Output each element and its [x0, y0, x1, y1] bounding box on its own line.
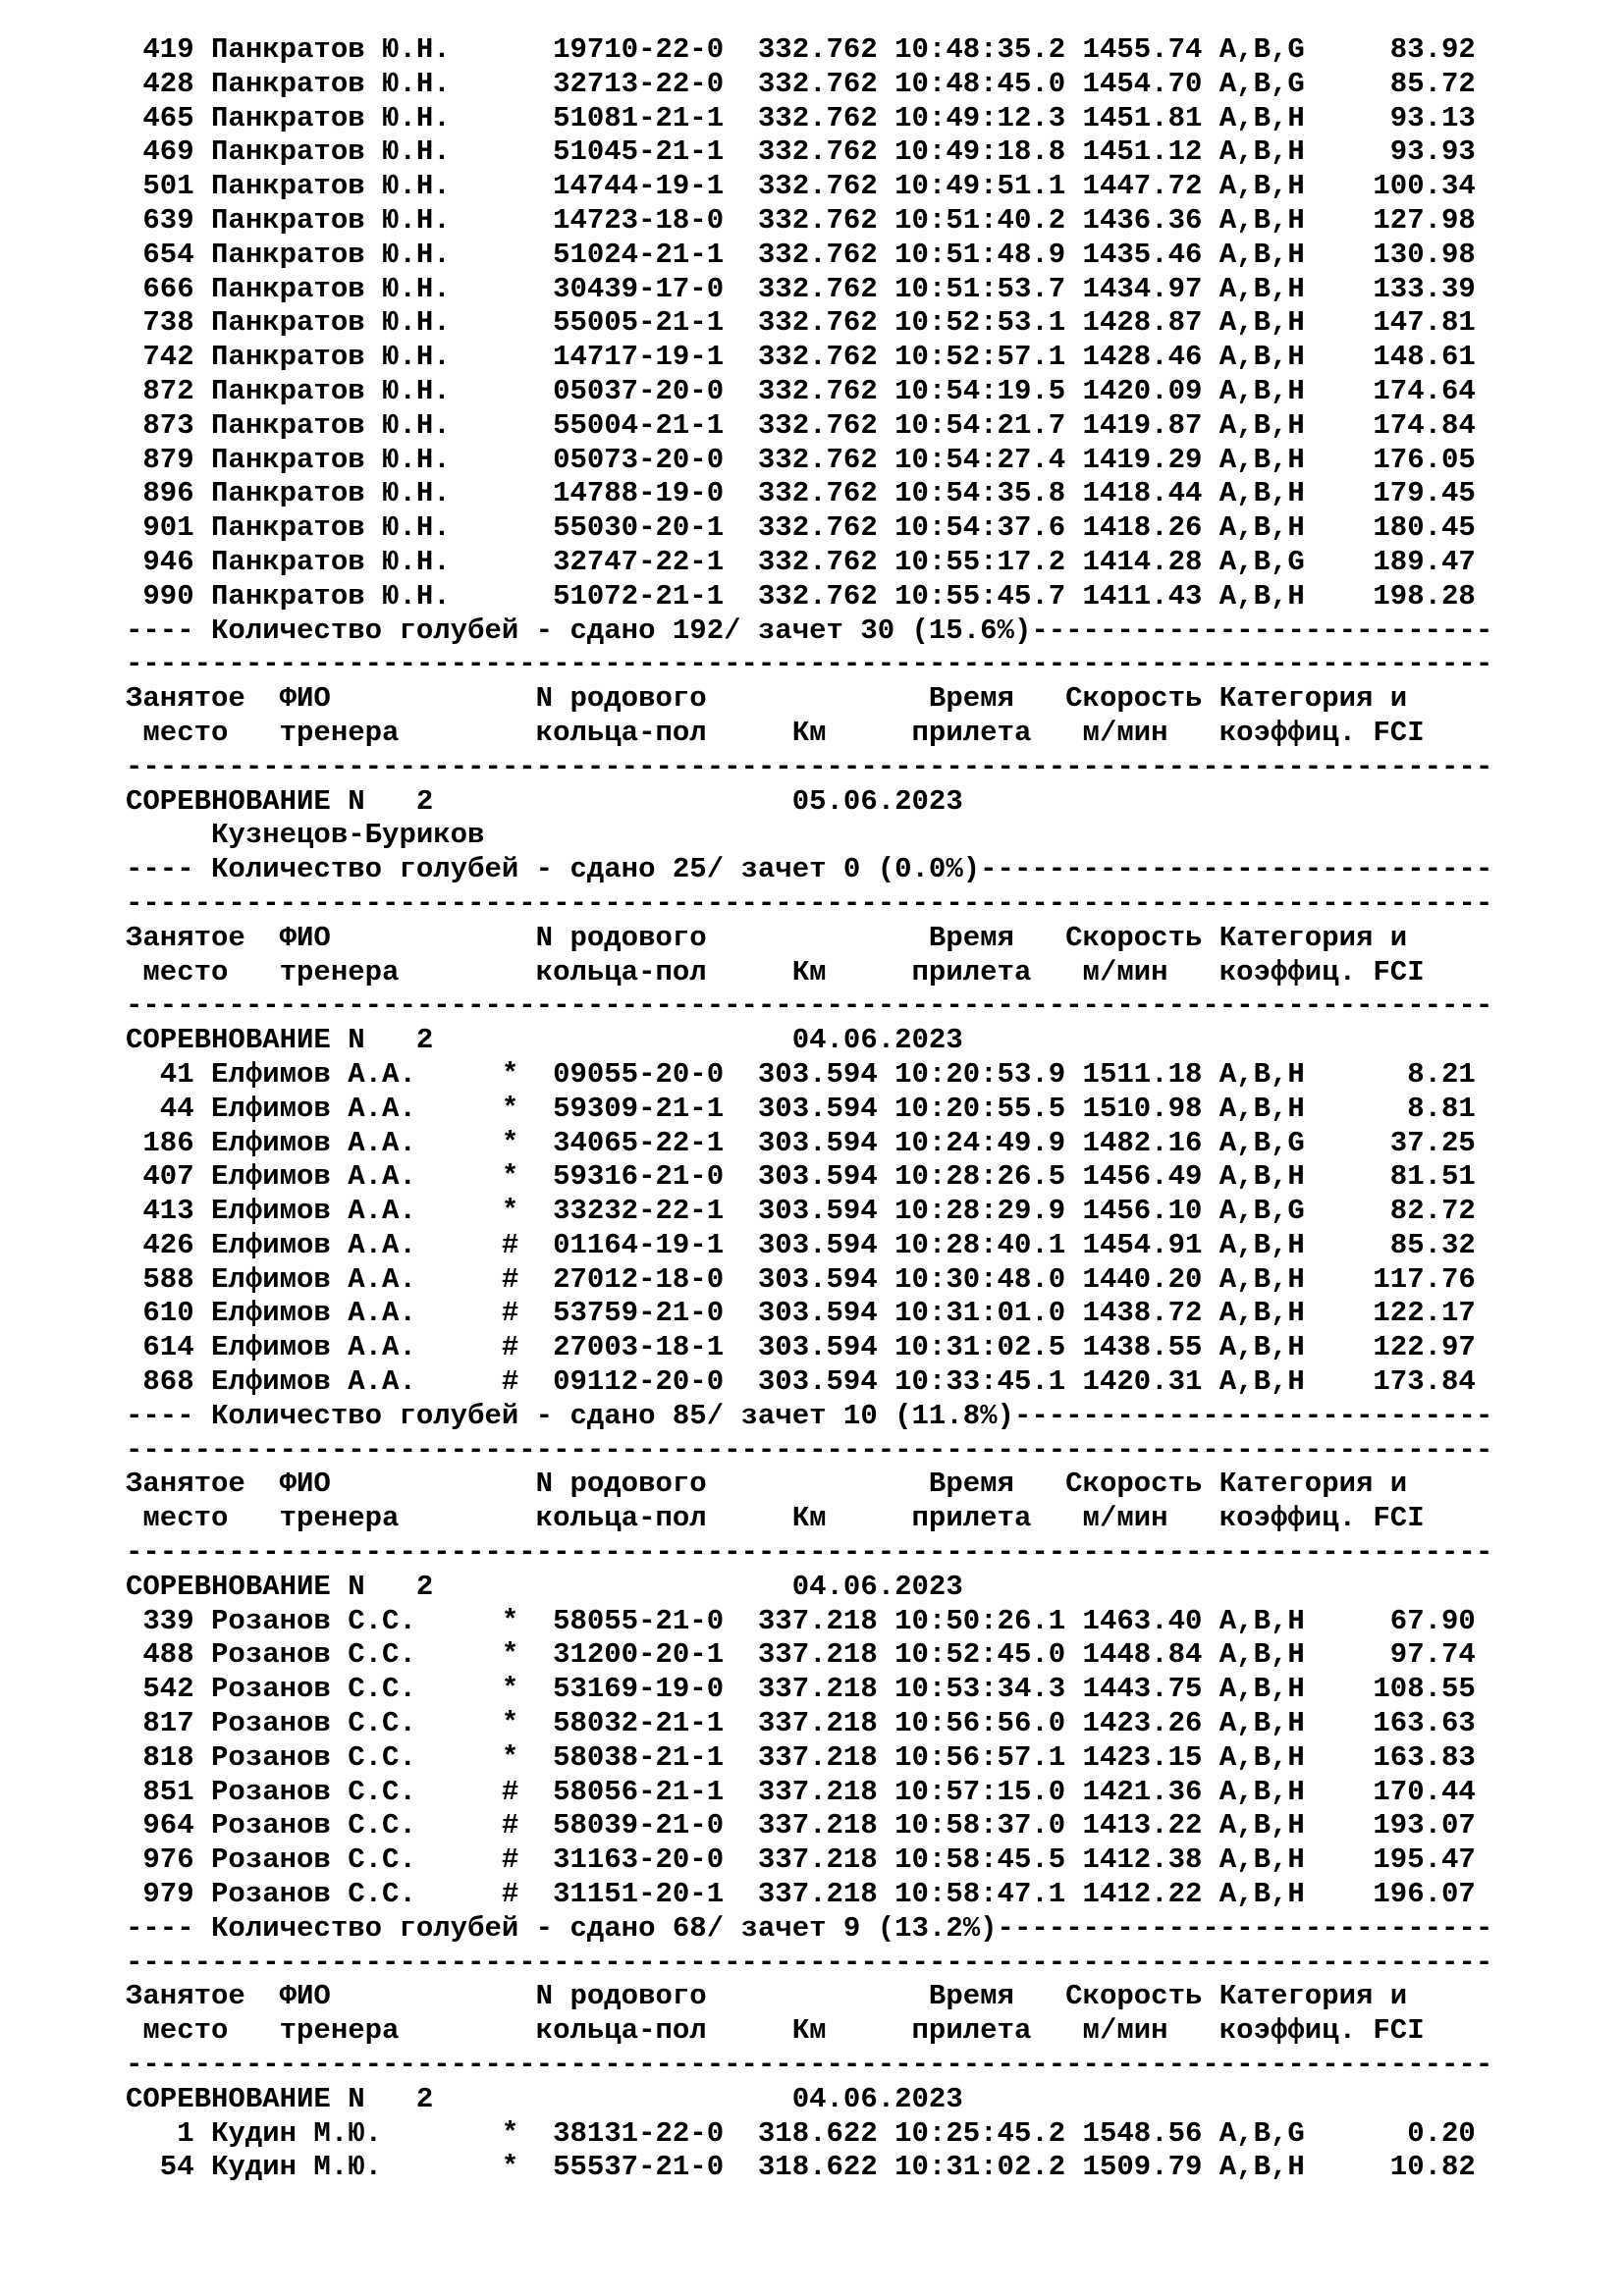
column-header-row-1: Занятое ФИО N родового Время Скорость Категория и — [126, 1468, 1408, 1501]
column-header-row-1: Занятое ФИО N родового Время Скорость Категория и — [126, 1980, 1408, 2013]
result-row: 413 Елфимов А.А. * 33232-22-1 303.594 10:28:29.9 1456.10 A,B,G 82.72 — [126, 1195, 1476, 1228]
summary-line: ---- Количество голубей - сдано 68/ зачет 9 (13.2%)----------------------------- — [126, 1911, 1493, 1945]
result-row: 738 Панкратов Ю.Н. 55005-21-1 332.762 10:52:53.1 1428.87 A,B,H 147.81 — [126, 306, 1476, 340]
result-row: 186 Елфимов А.А. * 34065-22-1 303.594 10:24:49.9 1482.16 A,B,G 37.25 — [126, 1126, 1476, 1159]
result-row: 1 Кудин М.Ю. * 38131-22-0 318.622 10:25:45.2 1548.56 A,B,G 0.20 — [126, 2116, 1476, 2150]
result-row: 964 Розанов С.С. # 58039-21-0 337.218 10:58:37.0 1413.22 A,B,H 193.07 — [126, 1809, 1476, 1842]
result-row: 501 Панкратов Ю.Н. 14744-19-1 332.762 10:49:51.1 1447.72 A,B,H 100.34 — [126, 170, 1476, 203]
result-row: 654 Панкратов Ю.Н. 51024-21-1 332.762 10:51:48.9 1435.46 A,B,H 130.98 — [126, 238, 1476, 271]
summary-line: ---- Количество голубей - сдано 25/ зачет 0 (0.0%)------------------------------ — [126, 853, 1493, 886]
result-row: 542 Розанов С.С. * 53169-19-0 337.218 10:53:34.3 1443.75 A,B,H 108.55 — [126, 1673, 1476, 1706]
result-row: 851 Розанов С.С. # 58056-21-1 337.218 10:57:15.0 1421.36 A,B,H 170.44 — [126, 1775, 1476, 1808]
summary-line: ---- Количество голубей - сдано 85/ зачет 10 (11.8%)---------------------------- — [126, 1399, 1493, 1432]
result-row: 817 Розанов С.С. * 58032-21-1 337.218 10:56:56.0 1423.26 A,B,H 163.63 — [126, 1707, 1476, 1740]
result-row: 610 Елфимов А.А. # 53759-21-0 303.594 10:31:01.0 1438.72 A,B,H 122.17 — [126, 1297, 1476, 1330]
result-row: 44 Елфимов А.А. * 59309-21-1 303.594 10:20:55.5 1510.98 A,B,H 8.81 — [126, 1092, 1476, 1125]
divider-line: -------------------------------------------------------------------------------- — [126, 886, 1493, 920]
column-header-row-2: место тренера кольца-пол Км прилета м/мин коэффиц. FCI — [126, 955, 1425, 988]
result-row: 428 Панкратов Ю.Н. 32713-22-0 332.762 10:48:45.0 1454.70 A,B,G 85.72 — [126, 67, 1476, 100]
result-row: 979 Розанов С.С. # 31151-20-1 337.218 10:58:47.1 1412.22 A,B,H 196.07 — [126, 1878, 1476, 1911]
divider-line: -------------------------------------------------------------------------------- — [126, 989, 1493, 1023]
result-row: 990 Панкратов Ю.Н. 51072-21-1 332.762 10:55:45.7 1411.43 A,B,H 198.28 — [126, 579, 1476, 613]
results-document — [126, 33, 1598, 2185]
result-row: 469 Панкратов Ю.Н. 51045-21-1 332.762 10:49:18.8 1451.12 A,B,H 93.93 — [126, 135, 1476, 169]
divider-line: -------------------------------------------------------------------------------- — [126, 750, 1493, 783]
column-header-row-2: место тренера кольца-пол Км прилета м/мин коэффиц. FCI — [126, 716, 1425, 749]
result-row: 419 Панкратов Ю.Н. 19710-22-0 332.762 10:48:35.2 1455.74 A,B,G 83.92 — [126, 33, 1476, 66]
column-header-row-1: Занятое ФИО N родового Время Скорость Категория и — [126, 682, 1408, 716]
column-header-row-1: Занятое ФИО N родового Время Скорость Категория и — [126, 921, 1408, 954]
competition-header: СОРЕВНОВАНИЕ N 2 04.06.2023 — [126, 1570, 963, 1603]
result-row: 639 Панкратов Ю.Н. 14723-18-0 332.762 10:51:40.2 1436.36 A,B,H 127.98 — [126, 203, 1476, 237]
competition-header: СОРЕВНОВАНИЕ N 2 04.06.2023 — [126, 1024, 963, 1057]
result-row: 465 Панкратов Ю.Н. 51081-21-1 332.762 10:49:12.3 1451.81 A,B,H 93.13 — [126, 101, 1476, 134]
result-row: 54 Кудин М.Ю. * 55537-21-0 318.622 10:31:02.2 1509.79 A,B,H 10.82 — [126, 2151, 1476, 2184]
result-row: 818 Розанов С.С. * 58038-21-1 337.218 10:56:57.1 1423.15 A,B,H 163.83 — [126, 1740, 1476, 1774]
result-row: 896 Панкратов Ю.Н. 14788-19-0 332.762 10:54:35.8 1418.44 A,B,H 179.45 — [126, 477, 1476, 510]
divider-line: -------------------------------------------------------------------------------- — [126, 1946, 1493, 1979]
result-row: 488 Розанов С.С. * 31200-20-1 337.218 10:52:45.0 1448.84 A,B,H 97.74 — [126, 1638, 1476, 1672]
competition-header: СОРЕВНОВАНИЕ N 2 04.06.2023 — [126, 2082, 963, 2115]
result-row: 426 Елфимов А.А. # 01164-19-1 303.594 10:28:40.1 1454.91 A,B,H 85.32 — [126, 1228, 1476, 1261]
team-name: Кузнецов-Буриков — [126, 819, 485, 852]
result-row: 873 Панкратов Ю.Н. 55004-21-1 332.762 10:54:21.7 1419.87 A,B,H 174.84 — [126, 408, 1476, 442]
divider-line: -------------------------------------------------------------------------------- — [126, 648, 1493, 681]
divider-line: -------------------------------------------------------------------------------- — [126, 1433, 1493, 1467]
result-row: 868 Елфимов А.А. # 09112-20-0 303.594 10:33:45.1 1420.31 A,B,H 173.84 — [126, 1365, 1476, 1399]
result-row: 41 Елфимов А.А. * 09055-20-0 303.594 10:20:53.9 1511.18 A,B,H 8.21 — [126, 1057, 1476, 1091]
result-row: 588 Елфимов А.А. # 27012-18-0 303.594 10:30:48.0 1440.20 A,B,H 117.76 — [126, 1262, 1476, 1296]
column-header-row-2: место тренера кольца-пол Км прилета м/мин коэффиц. FCI — [126, 1502, 1425, 1535]
result-row: 339 Розанов С.С. * 58055-21-0 337.218 10:50:26.1 1463.40 A,B,H 67.90 — [126, 1604, 1476, 1637]
result-row: 742 Панкратов Ю.Н. 14717-19-1 332.762 10:52:57.1 1428.46 A,B,H 148.61 — [126, 341, 1476, 374]
result-row: 614 Елфимов А.А. # 27003-18-1 303.594 10:31:02.5 1438.55 A,B,H 122.97 — [126, 1331, 1476, 1364]
competition-header: СОРЕВНОВАНИЕ N 2 05.06.2023 — [126, 784, 963, 818]
result-row: 872 Панкратов Ю.Н. 05037-20-0 332.762 10:54:19.5 1420.09 A,B,H 174.64 — [126, 374, 1476, 407]
result-row: 901 Панкратов Ю.Н. 55030-20-1 332.762 10:54:37.6 1418.26 A,B,H 180.45 — [126, 511, 1476, 545]
result-row: 879 Панкратов Ю.Н. 05073-20-0 332.762 10:54:27.4 1419.29 A,B,H 176.05 — [126, 443, 1476, 476]
divider-line: -------------------------------------------------------------------------------- — [126, 1536, 1493, 1570]
result-row: 946 Панкратов Ю.Н. 32747-22-1 332.762 10:55:17.2 1414.28 A,B,G 189.47 — [126, 545, 1476, 578]
divider-line: -------------------------------------------------------------------------------- — [126, 2049, 1493, 2082]
summary-line: ---- Количество голубей - сдано 192/ зачет 30 (15.6%)--------------------------- — [126, 614, 1493, 647]
column-header-row-2: место тренера кольца-пол Км прилета м/мин коэффиц. FCI — [126, 2014, 1425, 2048]
result-row: 976 Розанов С.С. # 31163-20-0 337.218 10:58:45.5 1412.38 A,B,H 195.47 — [126, 1843, 1476, 1877]
result-row: 666 Панкратов Ю.Н. 30439-17-0 332.762 10:51:53.7 1434.97 A,B,H 133.39 — [126, 272, 1476, 305]
result-row: 407 Елфимов А.А. * 59316-21-0 303.594 10:28:26.5 1456.49 A,B,H 81.51 — [126, 1160, 1476, 1194]
